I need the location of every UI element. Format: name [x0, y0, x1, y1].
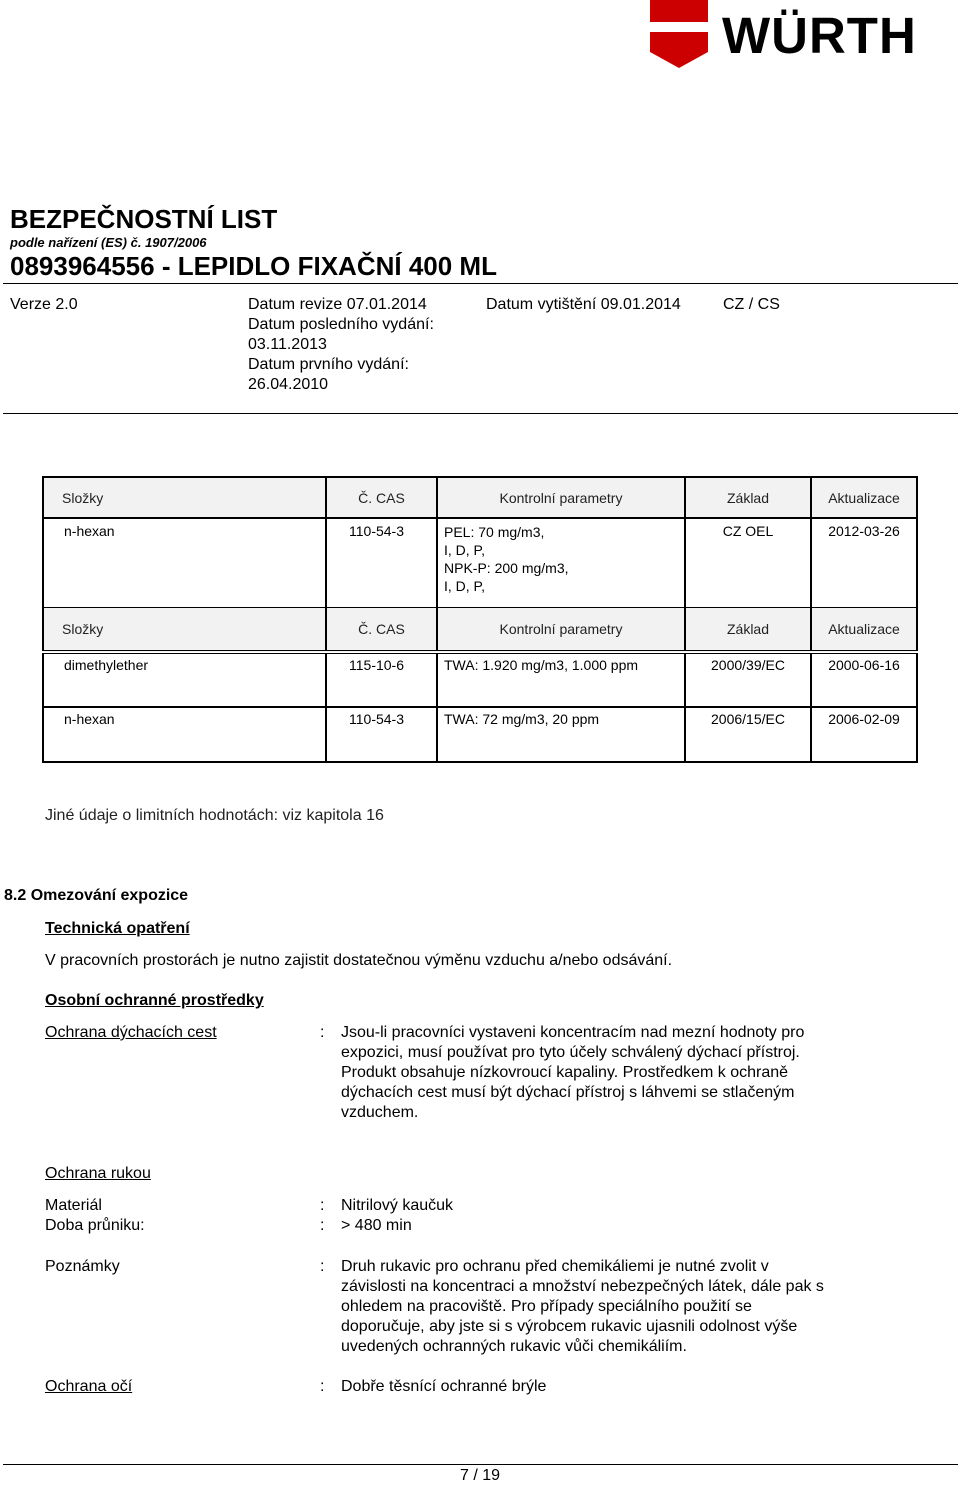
text-line: závislosti na koncentraci a množství nebezpečných látek, dále pak s — [341, 1278, 824, 1295]
eye-protection-label: Ochrana očí — [45, 1378, 133, 1395]
param-line: NPK-P: 200 mg/m3, — [444, 560, 569, 576]
text-line: doporučuje, aby jste si s výrobcem rukavic ujasnili odolnost výše — [341, 1318, 798, 1335]
colon: : — [320, 1258, 325, 1275]
table-row — [43, 518, 917, 608]
component-name: n-hexan — [43, 707, 326, 762]
header-divider — [3, 283, 958, 284]
colon: : — [320, 1378, 325, 1395]
colon: : — [320, 1197, 325, 1214]
last-issue-date: 03.11.2013 — [248, 336, 327, 353]
hand-protection-heading: Ochrana rukou — [45, 1165, 151, 1182]
param-line: I, D, P, — [444, 578, 485, 594]
product-name: 0893964556 - LEPIDLO FIXAČNÍ 400 ML — [10, 251, 497, 281]
locale: CZ / CS — [723, 296, 780, 313]
version: Verze 2.0 — [10, 296, 78, 313]
text-line: dýchacích cest musí být dýchací přístroj s láhvemi se stlačeným — [341, 1084, 795, 1101]
oel-table-national — [42, 476, 918, 609]
remarks-label: Poznámky — [45, 1258, 120, 1275]
oel-table-eu — [42, 608, 918, 763]
param-line: PEL: 70 mg/m3, — [444, 524, 545, 540]
col-header-component: Složky — [43, 477, 326, 518]
document-title: BEZPEČNOSTNÍ LIST — [10, 204, 278, 234]
update-date: 2000-06-16 — [811, 652, 917, 707]
col-header-params: Kontrolní parametry — [437, 608, 685, 652]
brand-name: WÜRTH — [722, 7, 917, 64]
text-line: expozici, musí používat pro tyto účely schválený dýchací přístroj. — [341, 1044, 800, 1061]
component-name: dimethylether — [43, 652, 326, 707]
cas-number: 110-54-3 — [326, 518, 437, 608]
update-date: 2012-03-26 — [811, 518, 917, 608]
meta-divider — [3, 413, 958, 414]
revision-block — [248, 295, 434, 395]
text-line: uvedených ochranných rukavic vůči chemikáliím. — [341, 1338, 687, 1355]
material-label: Materiál — [45, 1197, 102, 1214]
section-heading: 8.2 Omezování expozice — [4, 887, 189, 904]
technical-measures-heading: Technická opatření — [45, 920, 190, 937]
footer-divider — [3, 1464, 958, 1465]
control-params — [437, 518, 685, 608]
ppe-heading: Osobní ochranné prostředky — [45, 992, 264, 1009]
colon: : — [320, 1024, 325, 1041]
table-header-row — [43, 608, 917, 652]
component-name: n-hexan — [43, 518, 326, 608]
breakthrough-label: Doba průniku: — [45, 1217, 145, 1234]
col-header-update: Aktualizace — [811, 477, 917, 518]
col-header-basis: Základ — [685, 608, 811, 652]
table-header-row — [43, 477, 917, 518]
basis: CZ OEL — [685, 518, 811, 608]
cas-number: 115-10-6 — [326, 652, 437, 707]
eye-protection-value: Dobře těsnící ochranné brýle — [341, 1378, 547, 1395]
colon: : — [320, 1217, 325, 1234]
col-header-update: Aktualizace — [811, 608, 917, 652]
control-params: TWA: 1.920 mg/m3, 1.000 ppm — [437, 652, 685, 707]
param-line: I, D, P, — [444, 542, 485, 558]
col-header-basis: Základ — [685, 477, 811, 518]
remarks-text — [341, 1257, 901, 1357]
respiratory-label: Ochrana dýchacích cest — [45, 1024, 217, 1041]
technical-measures-text: V pracovních prostorách je nutno zajistit dostatečnou výměnu vzduchu a/nebo odsávání. — [45, 952, 673, 969]
col-header-component: Složky — [43, 608, 326, 652]
text-line: ohledem na pracoviště. Pro případy speciálního použití se — [341, 1298, 752, 1315]
breakthrough-value: > 480 min — [341, 1217, 412, 1234]
basis: 2000/39/EC — [685, 652, 811, 707]
limit-values-note: Jiné údaje o limitních hodnotách: viz kapitola 16 — [45, 807, 384, 824]
last-issue-label: Datum posledního vydání: — [248, 316, 434, 333]
basis: 2006/15/EC — [685, 707, 811, 762]
respiratory-text — [341, 1023, 901, 1123]
col-header-cas: Č. CAS — [326, 608, 437, 652]
text-line: Jsou-li pracovníci vystaveni koncentracím nad mezní hodnoty pro — [341, 1024, 805, 1041]
col-header-params: Kontrolní parametry — [437, 477, 685, 518]
page-number: 7 / 19 — [459, 1467, 501, 1484]
first-issue-date: 26.04.2010 — [248, 376, 329, 393]
print-date: Datum vytištění 09.01.2014 — [486, 296, 681, 313]
col-header-cas: Č. CAS — [326, 477, 437, 518]
table-row — [43, 707, 917, 762]
text-line: vzduchem. — [341, 1104, 419, 1121]
cas-number: 110-54-3 — [326, 707, 437, 762]
text-line: Produkt obsahuje nízkovroucí kapaliny. Prostředkem k ochraně — [341, 1064, 789, 1081]
control-params: TWA: 72 mg/m3, 20 ppm — [437, 707, 685, 762]
first-issue-label: Datum prvního vydání: — [248, 356, 409, 373]
table-row — [43, 652, 917, 707]
regulation-subtitle: podle nařízení (ES) č. 1907/2006 — [10, 235, 207, 250]
revision-date: Datum revize 07.01.2014 — [248, 296, 427, 313]
text-line: Druh rukavic pro ochranu před chemikáliemi je nutné zvolit v — [341, 1258, 769, 1275]
material-value: Nitrilový kaučuk — [341, 1197, 454, 1214]
update-date: 2006-02-09 — [811, 707, 917, 762]
